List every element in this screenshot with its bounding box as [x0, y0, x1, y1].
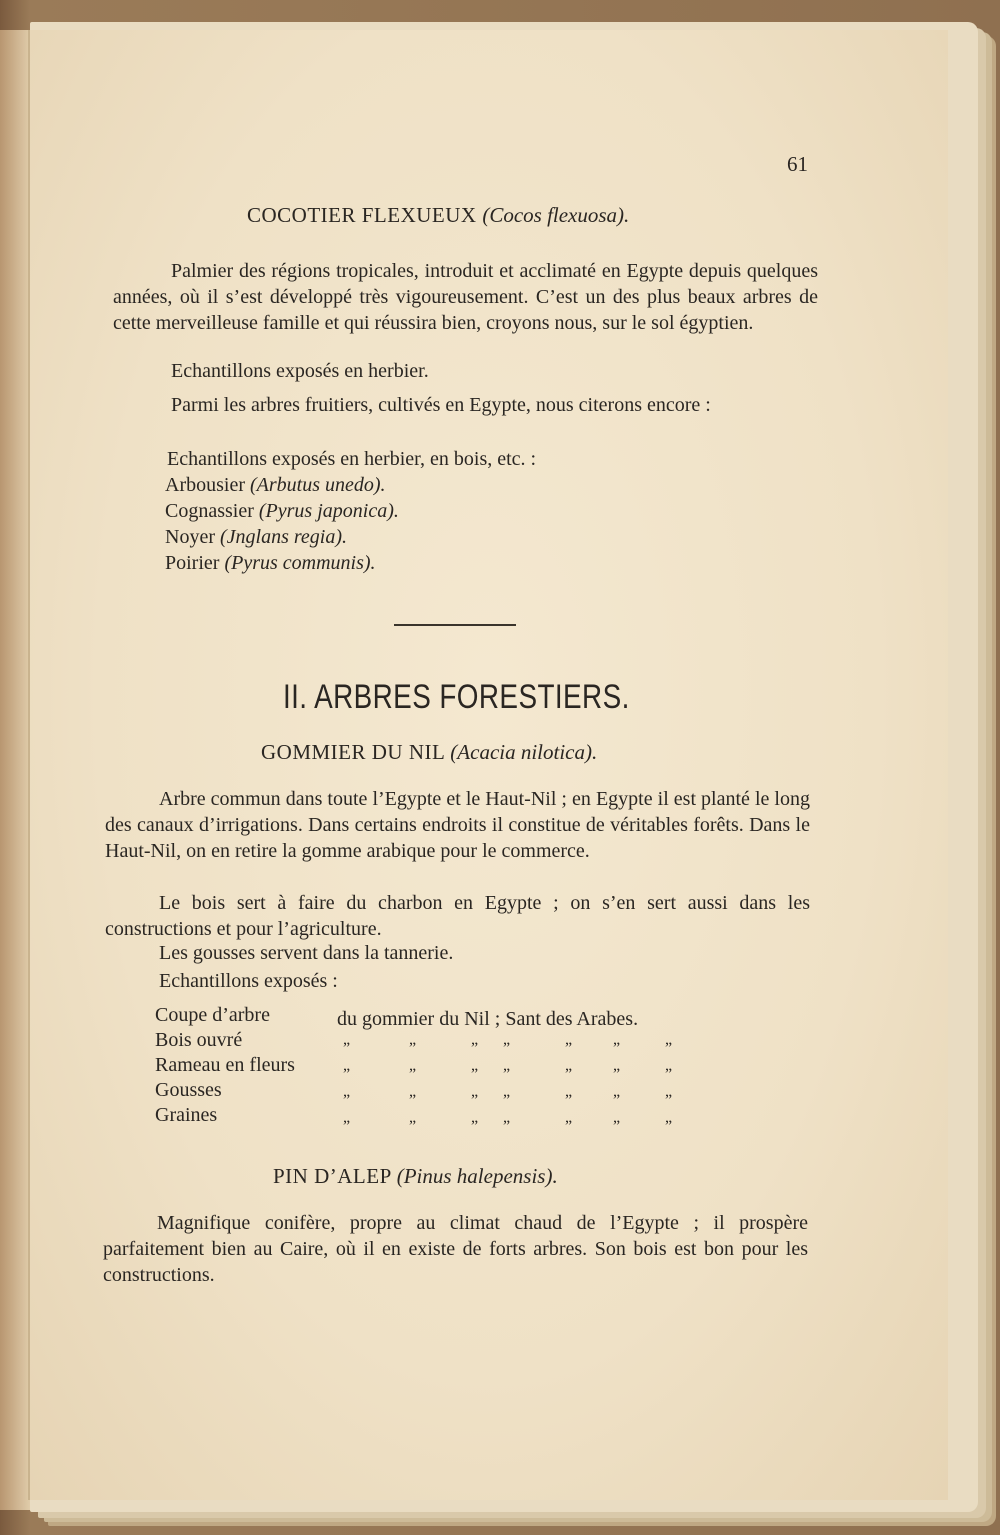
fruit-item [165, 500, 399, 523]
section-title: II. ARBRES FORESTIERS. [283, 678, 630, 716]
sample-item: Bois ouvré [155, 1029, 243, 1051]
section-divider [394, 624, 516, 626]
ditto-mark: ” [503, 1092, 511, 1109]
heading-pin [273, 1164, 558, 1189]
fruit-intro: Parmi les arbres fruitiers, cultivés en Egypte, nous citerons encore : [171, 394, 711, 416]
cocotier-paragraph: Palmier des régions tropicales, introduit et acclimaté en Egypte depuis quelques années, où il s’est développé très vigoureusement. C’est un des plus beaux arbres de cette merveilleuse famille et qui réussira bien, croyons nous, sur le sol égyptien. [113, 260, 818, 334]
ditto-mark: ” [343, 1040, 351, 1057]
fruit-item [165, 474, 386, 497]
ditto-mark: ” [503, 1118, 511, 1135]
ditto-mark: ” [565, 1092, 573, 1109]
ditto-mark: ” [613, 1092, 621, 1109]
heading-cocotier-text: COCOTIER FLEXUEUX [247, 203, 477, 227]
pin-paragraph: Magnifique conifère, propre au climat chaud de l’Egypte ; il prospère parfaitement bien au Caire, où il en existe de forts arbres. Son bois est bon pour les constructions. [103, 1212, 808, 1286]
fruit-latin: (Pyrus communis). [224, 552, 376, 574]
sample-item: Rameau en fleurs [155, 1054, 295, 1076]
ditto-mark: ” [503, 1066, 511, 1083]
ditto-mark: ” [613, 1066, 621, 1083]
ditto-mark: ” [343, 1118, 351, 1135]
ditto-mark: ” [471, 1118, 479, 1135]
fruit-latin: (Jnglans regia). [219, 526, 347, 548]
sample-item: Graines [155, 1104, 218, 1126]
fruit-item [165, 526, 347, 549]
heading-cocotier [247, 203, 629, 228]
ditto-mark: ” [471, 1092, 479, 1109]
ditto-mark: ” [343, 1092, 351, 1109]
gommier-paragraph-3: Les gousses servent dans la tannerie. [159, 942, 454, 964]
ditto-mark: ” [665, 1040, 673, 1057]
ditto-mark: ” [471, 1066, 479, 1083]
heading-gommier-latin: (Acacia nilotica). [450, 740, 598, 764]
heading-pin-latin: (Pinus halepensis). [396, 1164, 558, 1188]
fruit-name: Arbousier [165, 474, 250, 496]
ditto-mark: ” [613, 1040, 621, 1057]
ditto-mark: ” [503, 1040, 511, 1057]
heading-gommier [261, 740, 597, 765]
ditto-mark: ” [565, 1066, 573, 1083]
left-page-edge [0, 30, 30, 1510]
fruit-name: Poirier [165, 552, 225, 574]
fruit-samples: Echantillons exposés en herbier, en bois, etc. : [167, 448, 537, 470]
sample-item: Gousses [155, 1079, 222, 1101]
ditto-mark: ” [409, 1092, 417, 1109]
ditto-mark: ” [409, 1040, 417, 1057]
ditto-mark: ” [471, 1040, 479, 1057]
ditto-mark: ” [665, 1092, 673, 1109]
sample-item: Coupe d’arbre [155, 1004, 270, 1026]
gommier-first-desc: du gommier du Nil ; Sant des Arabes. [337, 1008, 639, 1030]
ditto-mark: ” [343, 1066, 351, 1083]
heading-gommier-text: GOMMIER DU NIL [261, 740, 445, 764]
fruit-name: Noyer [165, 526, 220, 548]
fruit-latin: (Arbutus unedo). [249, 474, 386, 496]
ditto-mark: ” [665, 1118, 673, 1135]
heading-pin-text: PIN D’ALEP [273, 1164, 391, 1188]
ditto-mark: ” [565, 1118, 573, 1135]
ditto-mark: ” [565, 1040, 573, 1057]
heading-cocotier-latin: (Cocos flexuosa). [482, 203, 630, 227]
ditto-mark: ” [665, 1066, 673, 1083]
fruit-item [165, 552, 376, 575]
gommier-paragraph-2: Le bois sert à faire du charbon en Egypte ; on s’en sert aussi dans les constructions et pour l’agriculture. [105, 892, 810, 940]
page-number: 61 [787, 152, 808, 176]
ditto-mark: ” [409, 1118, 417, 1135]
fruit-name: Cognassier [165, 500, 259, 522]
gommier-samples: Echantillons exposés : [159, 970, 338, 992]
gommier-paragraph-1: Arbre commun dans toute l’Egypte et le Haut-Nil ; en Egypte il est planté le long des canaux d’irrigations. Dans certains endroits il constitue de véritables forêts. Dans le Haut-Nil, on en retire la gomme arabique pour le commerce. [105, 788, 810, 862]
fruit-latin: (Pyrus japonica). [258, 500, 399, 522]
ditto-mark: ” [409, 1066, 417, 1083]
cocotier-samples: Echantillons exposés en herbier. [171, 360, 429, 382]
ditto-mark: ” [613, 1118, 621, 1135]
